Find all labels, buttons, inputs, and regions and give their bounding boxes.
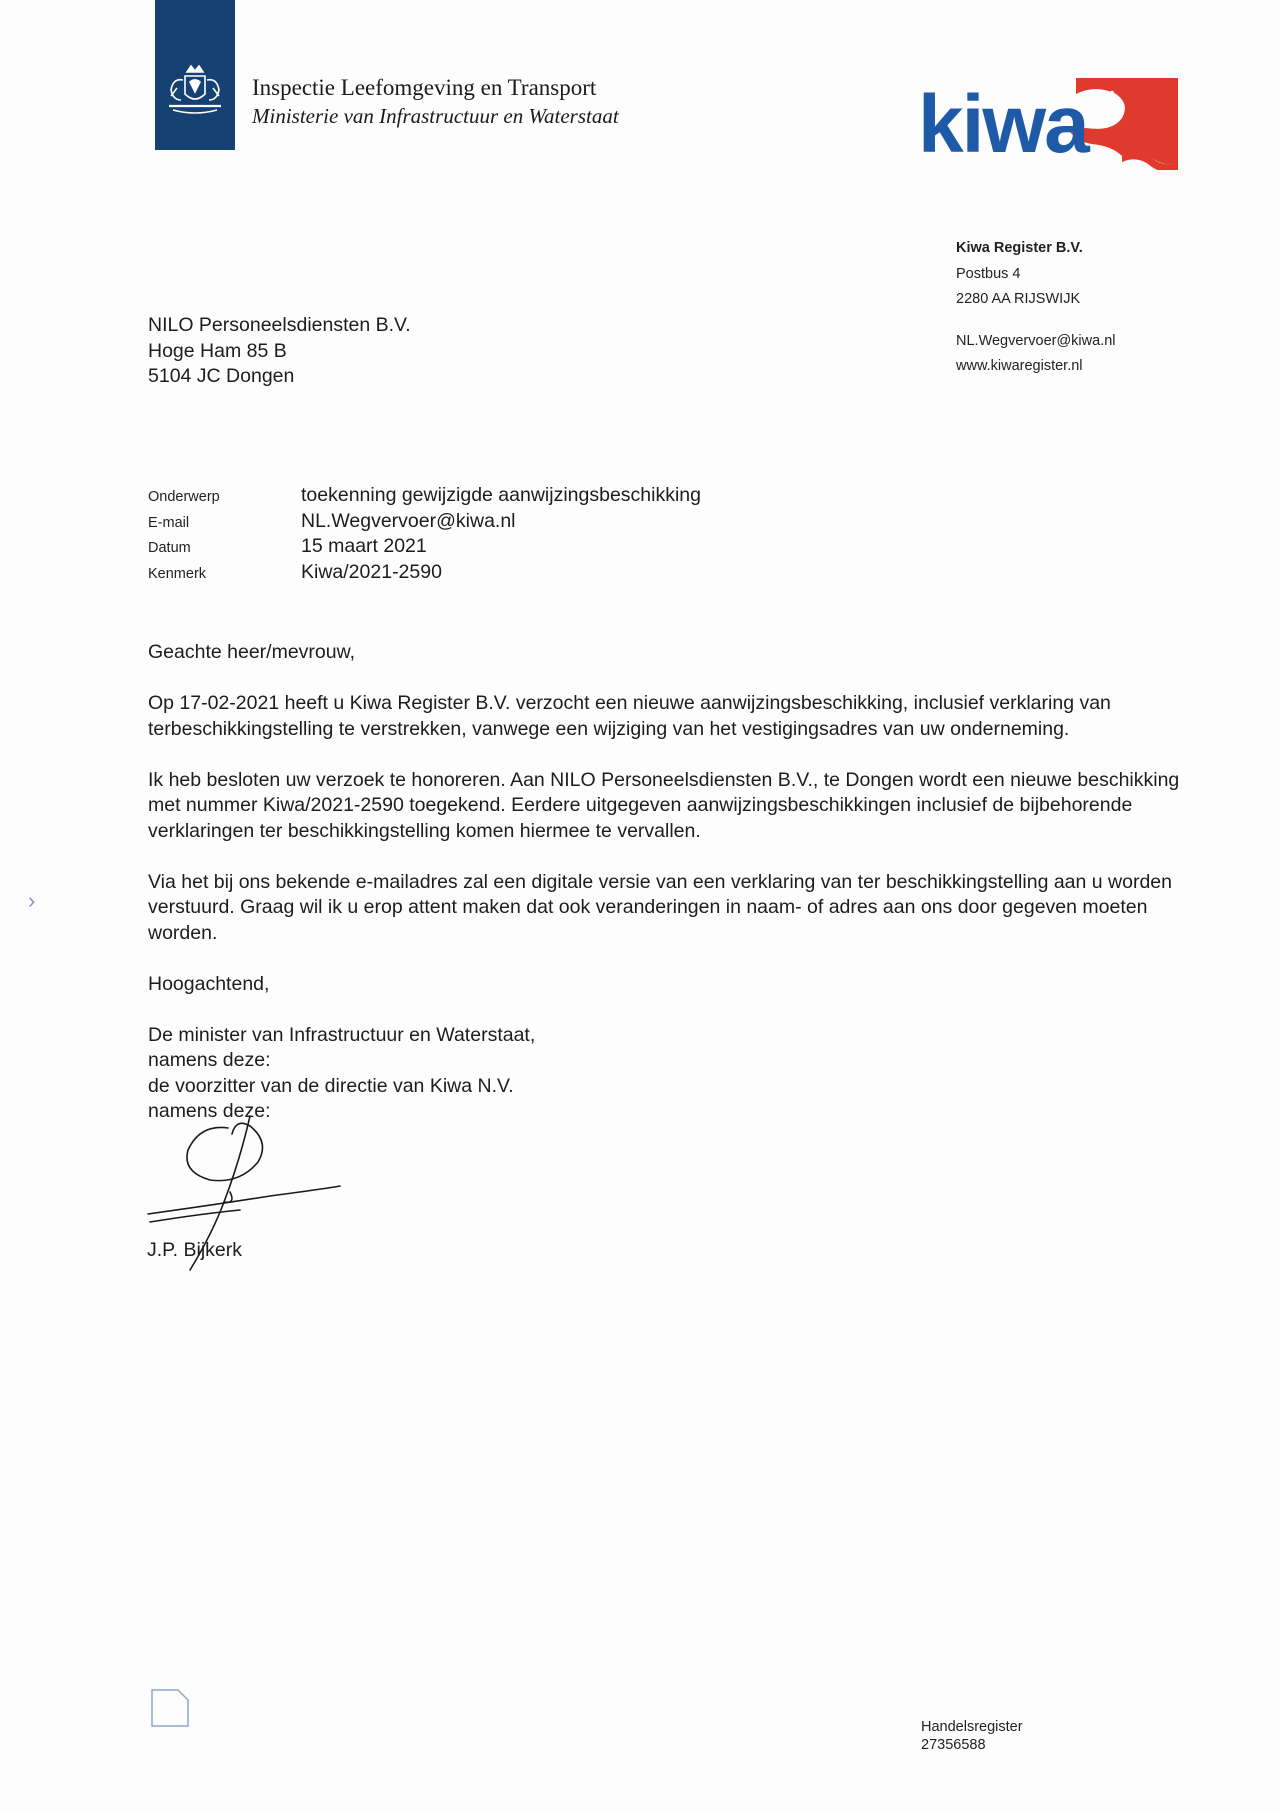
letter-meta-table (148, 484, 701, 586)
meta-label: Onderwerp (148, 489, 220, 505)
sender-block (956, 236, 1116, 380)
meta-value: toekenning gewijzigde aanwijzingsbeschikking (301, 484, 701, 506)
recipient-street: Hoge Ham 85 B (148, 339, 287, 362)
meta-row-email (148, 510, 701, 536)
chevron-right-icon: › (28, 888, 36, 913)
meta-value: Kiwa/2021-2590 (301, 560, 442, 583)
signature-line: namens deze: (148, 1049, 271, 1071)
recipient-address (148, 313, 411, 390)
meta-label: Kenmerk (148, 565, 207, 582)
paragraph-notice: Via het bij ons bekende e-mailadres zal een digitale versie van een verklaring van ter beschikkingstelling aan u worden verstuurd. Graag wil ik u erop attent maken dat ook veranderingen in naam- of adres aan ons door gegeven moeten worden. (148, 870, 1172, 944)
sender-name: Kiwa Register B.V. (956, 240, 1083, 256)
letter-body (148, 640, 1198, 1125)
sender-postal-city: 2280 AA RIJSWIJK (956, 291, 1081, 307)
sender-email[interactable]: NL.Wegvervoer@kiwa.nl (956, 332, 1116, 349)
registry-number: 27356588 (921, 1737, 986, 1753)
registry-label: Handelsregister (921, 1719, 1023, 1735)
ministry-line-1: Inspectie Leefomgeving en Transport (252, 75, 597, 100)
kiwa-wordmark: kiwa (918, 79, 1088, 170)
registry-footer (921, 1718, 1023, 1754)
salutation: Geachte heer/mevrouw, (148, 641, 356, 663)
meta-label: Datum (148, 540, 191, 557)
rijksoverheid-logo-bar (155, 0, 235, 150)
meta-row-reference (148, 561, 701, 587)
meta-row-subject (148, 484, 701, 510)
meta-row-date (148, 535, 701, 561)
meta-label: E-mail (148, 514, 190, 531)
closing: Hoogachtend, (148, 972, 270, 995)
recipient-postal-city: 5104 JC Dongen (148, 365, 295, 387)
meta-value: 15 maart 2021 (301, 535, 427, 558)
signature-line: De minister van Infrastructuur en Waterstaat, (148, 1023, 536, 1046)
meta-value[interactable]: NL.Wegvervoer@kiwa.nl (301, 509, 516, 532)
recipient-name: NILO Personeelsdiensten B.V. (148, 314, 411, 336)
page-corner-icon (150, 1688, 190, 1728)
paragraph-request: Op 17-02-2021 heeft u Kiwa Register B.V. verzocht een nieuwe aanwijzingsbeschikking, inclusief verklaring van terbeschikkingstelling te verstrekken, vanwege een wijziging van het vestigingsadres van uw onderneming. (148, 692, 1111, 740)
paragraph-decision: Ik heb besloten uw verzoek te honoreren. Aan NILO Personeelsdiensten B.V., te Dongen wordt een nieuwe beschikking met nummer Kiwa/2021-2590 toegekend. Eerdere uitgegeven aanwijzingsbeschikkingen inclusief de bijbehorende verklaringen ter beschikkingstelling komen hiermee te vervallen. (148, 768, 1180, 842)
sender-website[interactable]: www.kiwaregister.nl (956, 358, 1083, 374)
signature-line: namens deze: (148, 1100, 271, 1122)
kiwa-logo (916, 76, 1178, 170)
sender-postbox: Postbus 4 (956, 265, 1021, 282)
rijks-crest-icon (163, 62, 227, 128)
ministry-name (252, 74, 619, 130)
signer-name: J.P. Bijkerk (147, 1239, 243, 1261)
ministry-line-2: Ministerie van Infrastructuur en Waterstaat (252, 104, 619, 128)
signature-line: de voorzitter van de directie van Kiwa N.V. (148, 1074, 514, 1097)
